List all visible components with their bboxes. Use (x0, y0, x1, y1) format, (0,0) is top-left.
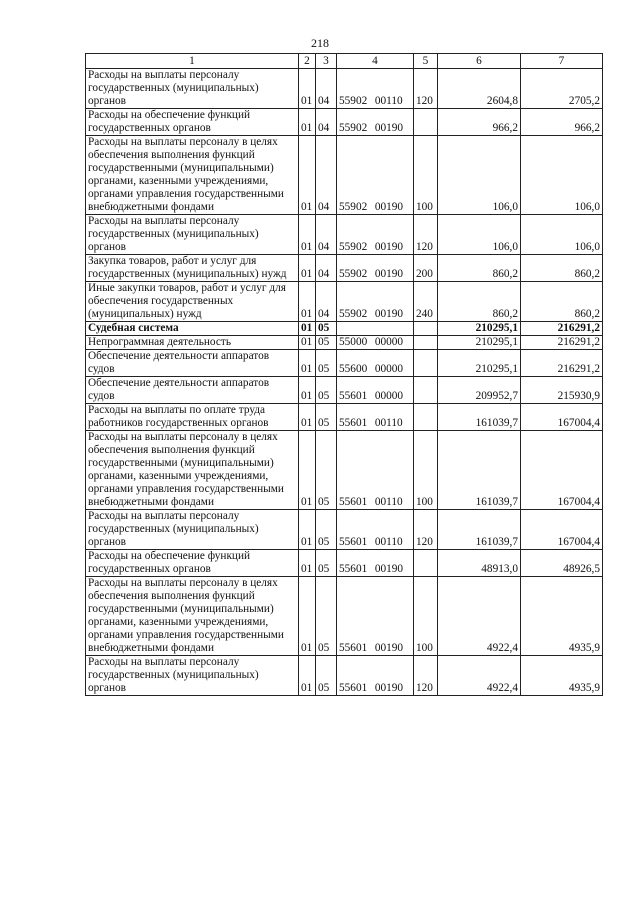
target-direction-code: 00110 (374, 417, 403, 429)
subsection-code: 04 (316, 282, 337, 322)
target-article-code (337, 69, 414, 109)
amount-col-7: 106,0 (521, 136, 603, 215)
amount-col-7: 860,2 (521, 282, 603, 322)
target-article-code (337, 404, 414, 431)
subsection-code: 05 (316, 550, 337, 577)
expense-name: Закупка товаров, работ и услуг для государственных (муниципальных) нужд (86, 255, 299, 282)
target-direction-code: 00000 (374, 363, 404, 375)
header-col-7: 7 (521, 54, 603, 69)
expense-type-code (414, 377, 438, 404)
target-article-code (337, 550, 414, 577)
expense-type-code: 100 (414, 431, 438, 510)
amount-col-6: 210295,1 (438, 350, 521, 377)
target-program-code: 55601 (339, 390, 368, 402)
section-code: 01 (299, 136, 316, 215)
table-row (86, 431, 603, 510)
amount-col-7: 860,2 (521, 255, 603, 282)
amount-col-6: 161039,7 (438, 404, 521, 431)
amount-col-6: 161039,7 (438, 431, 521, 510)
subsection-code: 04 (316, 255, 337, 282)
expense-type-code (414, 109, 438, 136)
subsection-code: 05 (316, 350, 337, 377)
amount-col-6: 4922,4 (438, 656, 521, 696)
page-number: 218 (311, 36, 329, 50)
subsection-code: 05 (316, 336, 337, 350)
table-row (86, 109, 603, 136)
target-article-code (337, 350, 414, 377)
expense-type-code: 200 (414, 255, 438, 282)
expense-name: Расходы на обеспечение функций государственных органов (86, 109, 299, 136)
header-col-1: 1 (86, 54, 299, 69)
target-program-code: 55902 (339, 122, 368, 134)
table-row (86, 322, 603, 336)
subsection-code: 05 (316, 656, 337, 696)
expense-name: Расходы на выплаты по оплате труда работников государственных органов (86, 404, 299, 431)
target-program-code: 55902 (339, 95, 368, 107)
header-col-6: 6 (438, 54, 521, 69)
amount-col-6: 106,0 (438, 136, 521, 215)
target-article-code (337, 431, 414, 510)
target-program-code: 55601 (339, 496, 368, 508)
subsection-code: 04 (316, 136, 337, 215)
target-program-code: 55902 (339, 308, 368, 320)
table-row (86, 550, 603, 577)
amount-col-7: 216291,2 (521, 322, 603, 336)
expense-name: Расходы на выплаты персоналу государственных (муниципальных) органов (86, 510, 299, 550)
section-code: 01 (299, 336, 316, 350)
subsection-code: 05 (316, 322, 337, 336)
target-program-code: 55902 (339, 241, 368, 253)
expense-name: Расходы на выплаты персоналу государственных (муниципальных) органов (86, 656, 299, 696)
target-article-code (337, 656, 414, 696)
expense-name: Обеспечение деятельности аппаратов судов (86, 350, 299, 377)
target-direction-code: 00110 (374, 496, 403, 508)
expense-type-code: 100 (414, 577, 438, 656)
target-program-code: 55902 (339, 201, 368, 213)
table-row (86, 656, 603, 696)
table-row (86, 136, 603, 215)
amount-col-6: 860,2 (438, 282, 521, 322)
target-program-code: 55601 (339, 682, 368, 694)
subsection-code: 04 (316, 109, 337, 136)
table-row (86, 510, 603, 550)
target-direction-code: 00110 (374, 536, 403, 548)
amount-col-7: 2705,2 (521, 69, 603, 109)
target-article-code (337, 136, 414, 215)
amount-col-7: 216291,2 (521, 336, 603, 350)
header-row (86, 54, 603, 69)
amount-col-7: 216291,2 (521, 350, 603, 377)
target-article-code (337, 377, 414, 404)
section-code: 01 (299, 656, 316, 696)
subsection-code: 05 (316, 577, 337, 656)
target-direction-code: 00190 (374, 682, 404, 694)
expense-name: Расходы на выплаты персоналу государственных (муниципальных) органов (86, 69, 299, 109)
subsection-code: 04 (316, 69, 337, 109)
target-direction-code: 00190 (374, 268, 404, 280)
target-article-code (337, 577, 414, 656)
target-direction-code: 00190 (374, 308, 404, 320)
amount-col-7: 106,0 (521, 215, 603, 255)
expense-type-code (414, 404, 438, 431)
target-direction-code: 00190 (374, 122, 404, 134)
expense-name: Судебная система (86, 322, 299, 336)
amount-col-6: 966,2 (438, 109, 521, 136)
amount-col-7: 167004,4 (521, 431, 603, 510)
amount-col-6: 48913,0 (438, 550, 521, 577)
expense-type-code (414, 550, 438, 577)
section-code: 01 (299, 255, 316, 282)
table-body (86, 69, 603, 696)
table-row (86, 282, 603, 322)
target-article-code (337, 510, 414, 550)
target-article-code (337, 282, 414, 322)
target-program-code: 55000 (339, 336, 368, 348)
table-row (86, 350, 603, 377)
expense-type-code: 120 (414, 656, 438, 696)
section-code: 01 (299, 377, 316, 404)
subsection-code: 05 (316, 431, 337, 510)
subsection-code: 04 (316, 215, 337, 255)
target-program-code: 55600 (339, 363, 368, 375)
subsection-code: 05 (316, 377, 337, 404)
section-code: 01 (299, 577, 316, 656)
target-article-code (337, 215, 414, 255)
target-program-code: 55601 (339, 417, 368, 429)
header-col-4: 4 (337, 54, 414, 69)
expense-name: Расходы на выплаты персоналу государственных (муниципальных) органов (86, 215, 299, 255)
target-program-code: 55601 (339, 563, 368, 575)
header-col-5: 5 (414, 54, 438, 69)
table-row (86, 215, 603, 255)
amount-col-7: 48926,5 (521, 550, 603, 577)
section-code: 01 (299, 69, 316, 109)
expense-name: Расходы на выплаты персоналу в целях обеспечения выполнения функций государственными (муниципальными) органами, казенными учреждениями, органами управления государственными внебюджетными фондами (86, 136, 299, 215)
expense-type-code: 120 (414, 215, 438, 255)
amount-col-7: 167004,4 (521, 510, 603, 550)
expense-type-code: 100 (414, 136, 438, 215)
expense-name: Расходы на выплаты персоналу в целях обеспечения выполнения функций государственными (муниципальными) органами, казенными учреждениями, органами управления государственными внебюджетными фондами (86, 431, 299, 510)
amount-col-6: 2604,8 (438, 69, 521, 109)
target-direction-code: 00000 (374, 336, 404, 348)
amount-col-7: 4935,9 (521, 577, 603, 656)
section-code: 01 (299, 282, 316, 322)
target-program-code: 55601 (339, 642, 368, 654)
target-program-code: 55902 (339, 268, 368, 280)
section-code: 01 (299, 109, 316, 136)
table-row (86, 377, 603, 404)
table-row (86, 69, 603, 109)
amount-col-7: 215930,9 (521, 377, 603, 404)
amount-col-7: 4935,9 (521, 656, 603, 696)
amount-col-6: 860,2 (438, 255, 521, 282)
expense-name: Непрограммная деятельность (86, 336, 299, 350)
target-direction-code: 00110 (374, 95, 403, 107)
section-code: 01 (299, 215, 316, 255)
section-code: 01 (299, 350, 316, 377)
target-direction-code: 00190 (374, 563, 404, 575)
target-direction-code: 00000 (374, 390, 404, 402)
section-code: 01 (299, 550, 316, 577)
amount-col-6: 161039,7 (438, 510, 521, 550)
amount-col-6: 210295,1 (438, 322, 521, 336)
amount-col-7: 167004,4 (521, 404, 603, 431)
expense-type-code (414, 336, 438, 350)
expense-name: Расходы на обеспечение функций государственных органов (86, 550, 299, 577)
amount-col-7: 966,2 (521, 109, 603, 136)
table-row (86, 577, 603, 656)
expense-name: Расходы на выплаты персоналу в целях обеспечения выполнения функций государственными (муниципальными) органами, казенными учреждениями, органами управления государственными внебюджетными фондами (86, 577, 299, 656)
table-row (86, 404, 603, 431)
section-code: 01 (299, 404, 316, 431)
amount-col-6: 210295,1 (438, 336, 521, 350)
target-program-code: 55601 (339, 536, 368, 548)
expense-name: Иные закупки товаров, работ и услуг для обеспечения государственных (муниципальных) нужд (86, 282, 299, 322)
subsection-code: 05 (316, 510, 337, 550)
expense-type-code: 120 (414, 510, 438, 550)
header-col-3: 3 (316, 54, 337, 69)
budget-table (85, 53, 603, 696)
target-direction-code: 00190 (374, 642, 404, 654)
section-code: 01 (299, 510, 316, 550)
expense-type-code (414, 322, 438, 336)
header-col-2: 2 (299, 54, 316, 69)
expense-type-code (414, 350, 438, 377)
expense-name: Обеспечение деятельности аппаратов судов (86, 377, 299, 404)
target-article-code (337, 255, 414, 282)
expense-type-code: 240 (414, 282, 438, 322)
table-row (86, 336, 603, 350)
section-code: 01 (299, 431, 316, 510)
subsection-code: 05 (316, 404, 337, 431)
table-row (86, 255, 603, 282)
amount-col-6: 4922,4 (438, 577, 521, 656)
target-article-code (337, 109, 414, 136)
target-direction-code: 00190 (374, 241, 404, 253)
expense-type-code: 120 (414, 69, 438, 109)
target-article-code (337, 322, 414, 336)
section-code: 01 (299, 322, 316, 336)
target-direction-code: 00190 (374, 201, 404, 213)
target-article-code (337, 336, 414, 350)
amount-col-6: 209952,7 (438, 377, 521, 404)
amount-col-6: 106,0 (438, 215, 521, 255)
